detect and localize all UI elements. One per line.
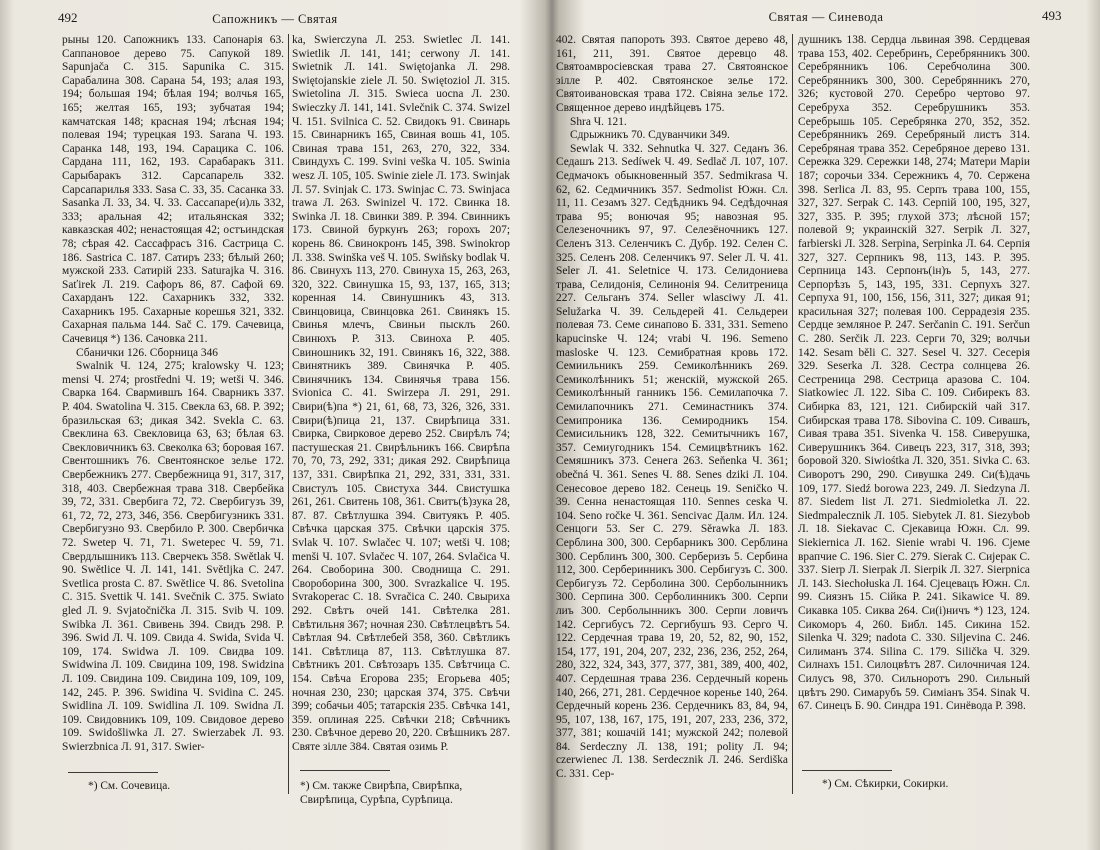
- column-divider: [792, 34, 793, 794]
- index-paragraph: 402. Святая папороть 393. Святое дерево 48, 161, 211, 391. Святое деревцо 48. Святоамвросіевская трава 27. Святоянское зілле Р. 402. Святоянское зелье 172. Святоивановская трава 172. Свіяна зелье 172. Священное дерево индѣйцевъ 175.: [556, 34, 788, 114]
- index-paragraph: рыны 120. Сапожникъ 133. Сапонарія 63. Саппановое дерево 75. Сапукой 189. Sapunjača C. 315. Sapunika C. 315. Сарабалина 308. Сарана 54, 193; алая 193, 194; большая 194; бѣлая 194; волчья 165, 165; желтая 165, 193; зубчатая 194; камчатская 148; красная 194; лѣсная 194; полевая 194; турецкая 193. Sarana Ч. 193. Саранка 148, 193, 194. Сарацика C. 106. Сардана 111, 162, 193. Сарабаракъ 311. Сарыбаракъ 312. Сарсапарель 332. Сарсапарилья 333. Sasa C. 33, 35. Сасанка 33. Sasanka Л. 33, 34. Ч. 33. Сассапаре(и)ль 332, 333; аральная 42; итальянская 332; кавказская 402; ненастоящая 42; остъиндская 78; сѣрая 42. Сассафрасъ 316. Састрица C. 186. Sastrica C. 187. Сатиръ 233; бѣлый 260; мужской 233. Сатирій 233. Saturajka Ч. 316. Saťirek Л. 219. Сафоръ 86, 87. Сафой 69. Сахарданъ 122. Сахарникъ 332, 332. Сахарникъ 195. Сахарные корешья 321, 332. Сахарная пальма 144. Sač C. 179. Сачевица, Сачевиця *) 136. Сачовка 211.: [62, 34, 284, 346]
- footnote-rule: [802, 770, 892, 771]
- left-column-1: [62, 34, 284, 774]
- index-paragraph: Shra Ч. 121.: [570, 115, 627, 128]
- footnote: *) См. также Свирѣпа, Свирѣпка, Свирѣпица, Сурѣпа, Сурѣпица.: [300, 780, 463, 806]
- right-page: [552, 0, 1100, 850]
- index-paragraph: ka, Swierczyna Л. 253. Swietlec Л. 141. Swietlik Л. 141, 141; cerwony Л. 141. Swietnik Л. 141. Swiętojanka Л. 298. Swiętojanskie ziele Л. 50. Swiętoziol Л. 315. Swietolina Л. 315. Swieca uocna Л. 230. Swieczky Л. 141, 141. Svlečnik C. 374. Swizel Ч. 151. Svilnica C. 52. Свидокъ 91. Свинарь 15. Свинарникъ 165, Свиная вошь 41, 105. Свиная трава 151, 263, 270, 322, 334. Свиндухъ C. 199. Svini veška Ч. 105. Swinia wesz Л. 105, 105. Swinie ziele Л. 173. Swinjak Л. 57. Svinjak C. 173. Swinjac C. 73. Swinjaca trawa Л. 263. Swinizel Ч. 172. Свинка 18. Swinka Л. 18. Свинки 389. Р. 394. Свинникъ 173. Свиной буркунъ 263; горохъ 207; корень 86. Свинокронъ 145, 398. Swinokrop Л. 338. Swinška veš Ч. 105. Swiňsky bodlak Ч. 86. Свинухъ 113, 270. Свинуха 15, 263, 263, 320, 322. Свинушка 15, 93, 137, 165, 313; коренная 14. Свинушникъ 43, 313. Свинцовица, Свинцовка 261. Свинякъ 15. Свинья млечъ, Свиньи пысклъ 260. Свинюхъ Р. 313. Свиноха Р. 405. Свиношникъ 32, 191. Свинякъ 16, 322, 388. Свинятникъ 389. Свинячка Р. 405. Свинячникъ 134. Свинячья трава 156. Svionica C. 41. Swirzepa Л. 291, 291. Свири(ѣ)па *) 21, 61, 68, 73, 326, 326, 331. Свири(ѣ)пица 21, 137. Свирѣпица 331. Свирка, Свирковое дерево 252. Свирѣлъ 74; пастушеская 21. Свирѣльникъ 166. Свирѣпа 70, 70, 73, 292, 331; дикая 292. Свирѣпица 137, 331. Свирѣпка 21, 292, 331, 331, 331. Свистулъ 105. Свистуха 344. Свистушка 261, 261. Свитень 108, 361. Свитъ(ѣ)зука 28, 87. 87. Свѣтлушка 394. Свитуякъ Р. 405. Свѣчка царская 375. Свѣчки царскія 375. Svlak Ч. 107. Swlačec Ч. 107; wetši Ч. 108; menši Ч. 107. Svlačec Ч. 107, 264. Svlačica Ч. 264. Своборина 300. Своднища C. 291. Свороборина 300, 300. Svrazkalice Ч. 195. Svrakoperac C. 18. Svračica C. 240. Свыриха 292. Свѣтъ очей 141. Свѣтелка 281. Свѣтильня 367; ночная 230. Свѣтлецвѣтъ 54. Свѣтлая 94. Свѣтлебей 358, 360. Свѣтликъ 141. Свѣтлица 87, 113. Свѣтлушка 87. Свѣтникъ 201. Свѣтозаръ 135. Свѣтчица C. 154. Свѣча Егорова 235; Егорьева 405; ночная 230, 230; царская 374, 375. Свѣчи 399; собачьи 405; татарскія 235. Свѣчка 141, 359. оплиная 225. Свѣчки 218; Свѣчникъ 230. Свѣчное дерево 20, 220. Свѣшникъ 287. Святе зілле 384. Святая озимь Р.: [292, 34, 510, 753]
- page-number-left: 492: [58, 10, 78, 25]
- page-number-right: 493: [1042, 8, 1062, 23]
- left-column-2: [292, 34, 510, 774]
- index-paragraph: душникъ 138. Сердца львиная 398. Сердцевая трава 153, 402. Серебринъ, Серебрянникъ 300. Серебрянникъ 106. Серебчолина 300. Серебрянникъ 300, 300. Серебрянникъ 270, 326; кустовой 270. Серебро чертово 97. Серебруха 352. Серебрушникъ 353. Серебрышь 105. Серебрянка 270, 352, 352. Серебрянникъ 269. Серебряный листъ 314. Серебряная трава 352. Серебряное дерево 131. Сережка 329. Сережки 148, 274; Матери Маріи 187; сорочьи 334. Сережникъ 4, 70. Сержена 398. Serlica Л. 83, 95. Серпъ трава 100, 155, 327, 327. Serpak C. 143. Серпій 100, 195, 327, 327, 335. Р. 395; глухой 373; лѣсной 157; полевой 9; украинскій 327. Serpik Л. 327, farbierski Л. 328. Serpina, Serpinka Л. 64. Серпія 327, 327. Серпникъ 98, 113, 143. Р. 395. Серпница 143. Серпонъ(ін)ъ 5, 143, 277. Серпорѣзъ 5, 143, 195, 331. Серпухъ 327. Серпуха 91, 100, 156, 156, 311, 327; дикая 91; красильная 327; полевая 100. Серрадезія 235. Сердце земляное Р. 247. Serčanin C. 191. Serčun C. 280. Serčik Л. 223. Серги 70, 329; волчьи 142. Sesam běli C. 327. Sesel Ч. 327. Сесерія 329. Seserka Л. 328. Сестра солнцева 26. Сестреница 298. Сестрица аразова C. 104. Siatkowiec Л. 122. Siba C. 109. Сибирекъ 83. Сибирка 83, 121, 121. Сибирскій чай 317. Сибирская трава 178. Sibovina C. 109. Сивашъ, Сивая трава 351. Sivenka Ч. 158. Сиверушка, Сиверушникъ 364. Сивецъ 223, 317, 318, 393; боровой 320. Siwiośtka Л. 320, 351. Sivka C. 63. Сиворотъ 290, 290. Сивушка 249. Си(ѣ)дачь 109, 177. Siedź borowa 223, 249. Л. Siedzyna Л. 87. Siedem list Л. 271. Siedmioletka Л. 22. Siedmpalecznik Л. 105. Siebytek Л. 81. Siezybob Л. 18. Siekavac C. Сјекавица Южн. Сл. 99. Siekiernica Л. 162. Sienie wrabi Ч. 196. Сјеме врапчие C. 196. Sier C. 279. Sierak C. Сиjерак C. 337. Sierp Л. Sierpak Л. Sierpik Л. 327. Sierpnica Л. 143. Siechołuska Л. 164. Сјецевацъ Южн. Сл. 99. Сиязнъ 15. Сійка Р. 241. Sikawice Ч. 89. Сикавка 105. Сиква 264. Си(і)ничъ *) 123, 124. Сикоморъ 4, 260. Библ. 145. Сикина 152. Silenka Ч. 329; nadota C. 330. Siljevina C. 246. Силиманъ 374. Silina C. 179. Silička Ч. 329. Силнахъ 151. Силоцвѣтъ 287. Силочничая 124. Силусъ 98, 370. Сильноротъ 290. Сильный цвѣтъ 290. Симарубъ 59. Симіанъ 354. Sinak Ч. 67. Синецъ Б. 90. Синдра 191. Синёвода Р. 398.: [798, 34, 1030, 713]
- footnote-rule: [300, 770, 390, 771]
- index-paragraph: Сдрыжникъ 70. Сдуванчики 349.: [570, 129, 730, 142]
- running-head-right: Святая — Синевода: [768, 10, 884, 24]
- column-divider: [288, 34, 289, 794]
- running-head-left: Сапожникъ — Святая: [212, 12, 338, 26]
- right-column-1: [556, 34, 788, 781]
- index-paragraph: Sewlak Ч. 332. Sehnutka Ч. 327. Седанъ 36. Седашъ 213. Sedíwek Ч. 49. Sedlač Л. 107, 107. Седмачокъ обыкновенный 357. Sedmikrasa Ч. 62, 62. Седмичникъ 357. Sedmolist Южн. Сл. 11, 11. Сезамъ 327. Седѣдникъ 94. Седѣдочная трава 95; вонючая 95; навозная 95. Селезеночникъ 97, 97. Селезёночникъ 127. Селенъ 313. Селенчикъ C. Дубр. 192. Селен C. 325. Селенъ 208. Селенчикъ 97. Seler Л. Ч. 41. Seler Л. 41. Seletnice Ч. 173. Селидониева трава, Селидонія, Селинонія 94. Селитреница 227. Сельганъ 374. Seller wlasciwy Л. 41. Selužarka Ч. 39. Сельдерей 41. Сельдереи полевая 73. Семе синапово Б. 331, 331. Semeno kapucinske Ч. 124; vrabi Ч. 196. Semeno masloske Ч. 123. Семибратная кровь 172. Семиильникъ 259. Семиколѣнникъ 269. Семиколѣнникъ 51; женскій, мужской 265. Семиколѣнный ганникъ 156. Семилапочка 7. Семилапочникъ 271. Семинастникъ 374. Семипроника 136. Семиродникъ 154. Семисильникъ 128, 322. Семитычникъ 167, 357. Семиугодникъ 154. Семицвѣтникъ 162. Семяшникъ 373. Сенега 263. Seňenka Ч. 361; obečná Ч. 361. Senes Ч. 88. Senes dziki Л. 104. Сенесовое дерево 182. Сенець 19. Seničko Ч. 39. Сенна ненастоящая 110. Sennes ceska Ч. 104. Seno ročke Ч. 361. Sencivac Далм. Ил. 124. Сенцоги 53. Ser C. 279. Sěrawka Л. 183. Серблина 300, 300. Сербарникъ 300. Серблина 300. Серблинъ 300, 300. Серберизъ 5. Сербина 112, 300. Серберинникъ 300. Сербигузъ C. 300. Сербигузъ 72. Серболина 300. Серболынникъ 300. Серпина 300. Серболинникъ 300. Серпи лиъ 300. Серболынникъ 300. Серпи ловичъ 142. Сергибусъ 72. Сергибушъ 93. Серго Ч. 122. Сердечная трава 19, 20, 52, 82, 90, 152, 154, 177, 191, 204, 207, 232, 236, 236, 252, 264, 280, 322, 324, 343, 377, 377, 381, 389, 400, 402, 407. Сердешная трава 236. Сердечный корень 140, 266, 271, 281. Сердечное коренье 140, 264. Сердечный корень 236. Сердечникъ 83, 84, 94, 95, 107, 138, 167, 175, 191, 207, 233, 236, 372, 377, 381; кошачій 141; мужской 242; полевой 84. Serdeczny Л. 138, 191; polity Л. 94; czerwienec Л. 138. Serdecznik Л. 246. Serdiška C. 331. Сер-: [556, 142, 788, 781]
- index-paragraph: Swalnik Ч. 124, 275; kralowsky Ч. 123; mensi Ч. 274; prostředni Ч. 19; wetši Ч. 346. Сварка 164. Свармившъ 164. Сварникъ 337. Р. 404. Swatolina Ч. 315. Свекла 63, 68. Р. 392; бразильская 63; дикая 342. Svekla C. 63. Свеклина 63. Свекловица 63, 63; бѣлая 63. Свекловичникъ 63. Свеколка 63; боровая 167. Свентошникъ 76. Свентоянское зелье 172. Свербежникъ 277. Свербежница 91, 317, 317, 318, 403. Свербежная трава 318. Свербейка 39, 72, 331. Свербига 72, 72. Свербигузъ 39, 61, 72, 72, 273, 346, 356. Свербигузникъ 331. Свербигузно 93. Свербило Р. 300. Свербичка 72. Swetep Ч. 71, 71. Swetepec Ч. 59, 71. Свердлышникъ 113. Сверчекъ 358. Swětlak Ч. 90. Swětlice Ч. Л. 141, 141. Světljka C. 247. Svetlica prosta C. 87. Swětlice Ч. 86. Svetolina C. 315. Svettik Ч. 141. Svečnik C. 375. Swiato gled Л. 9. Svjatočnička Л. 315. Svib Ч. 109. Swibka Л. 361. Свивень 394. Свидъ 298. Р. 396. Swid Л. Ч. 109. Свида 4. Swida, Svida Ч. 109, 174. Swidwa Л. 109. Свидва 109. Swidwina Л. 109. Свидина 109, 198. Swidzina Л. 109. Свидина 109. Свидина 109, 109, 109, 142, 245. Р. 396. Swidina Ч. Svidina C. 245. Swidlina Л. 109. Swidlina Л. 109. Swidna Л. 109. Свидовникъ 109, 109. Свидовое дерево 109. Swidošliwka Л. 27. Swierzabek Л. 93. Swierzbnica Л. 91, 317. Swier-: [62, 360, 284, 753]
- footnote-rule: [68, 772, 158, 773]
- footnote: *) См. Сѣкирки, Сокирки.: [822, 778, 949, 790]
- footnote: *) См. Сочевица.: [88, 780, 171, 792]
- right-column-2: [798, 34, 1030, 774]
- index-paragraph: Сбанички 126. Сборница 346: [76, 346, 218, 359]
